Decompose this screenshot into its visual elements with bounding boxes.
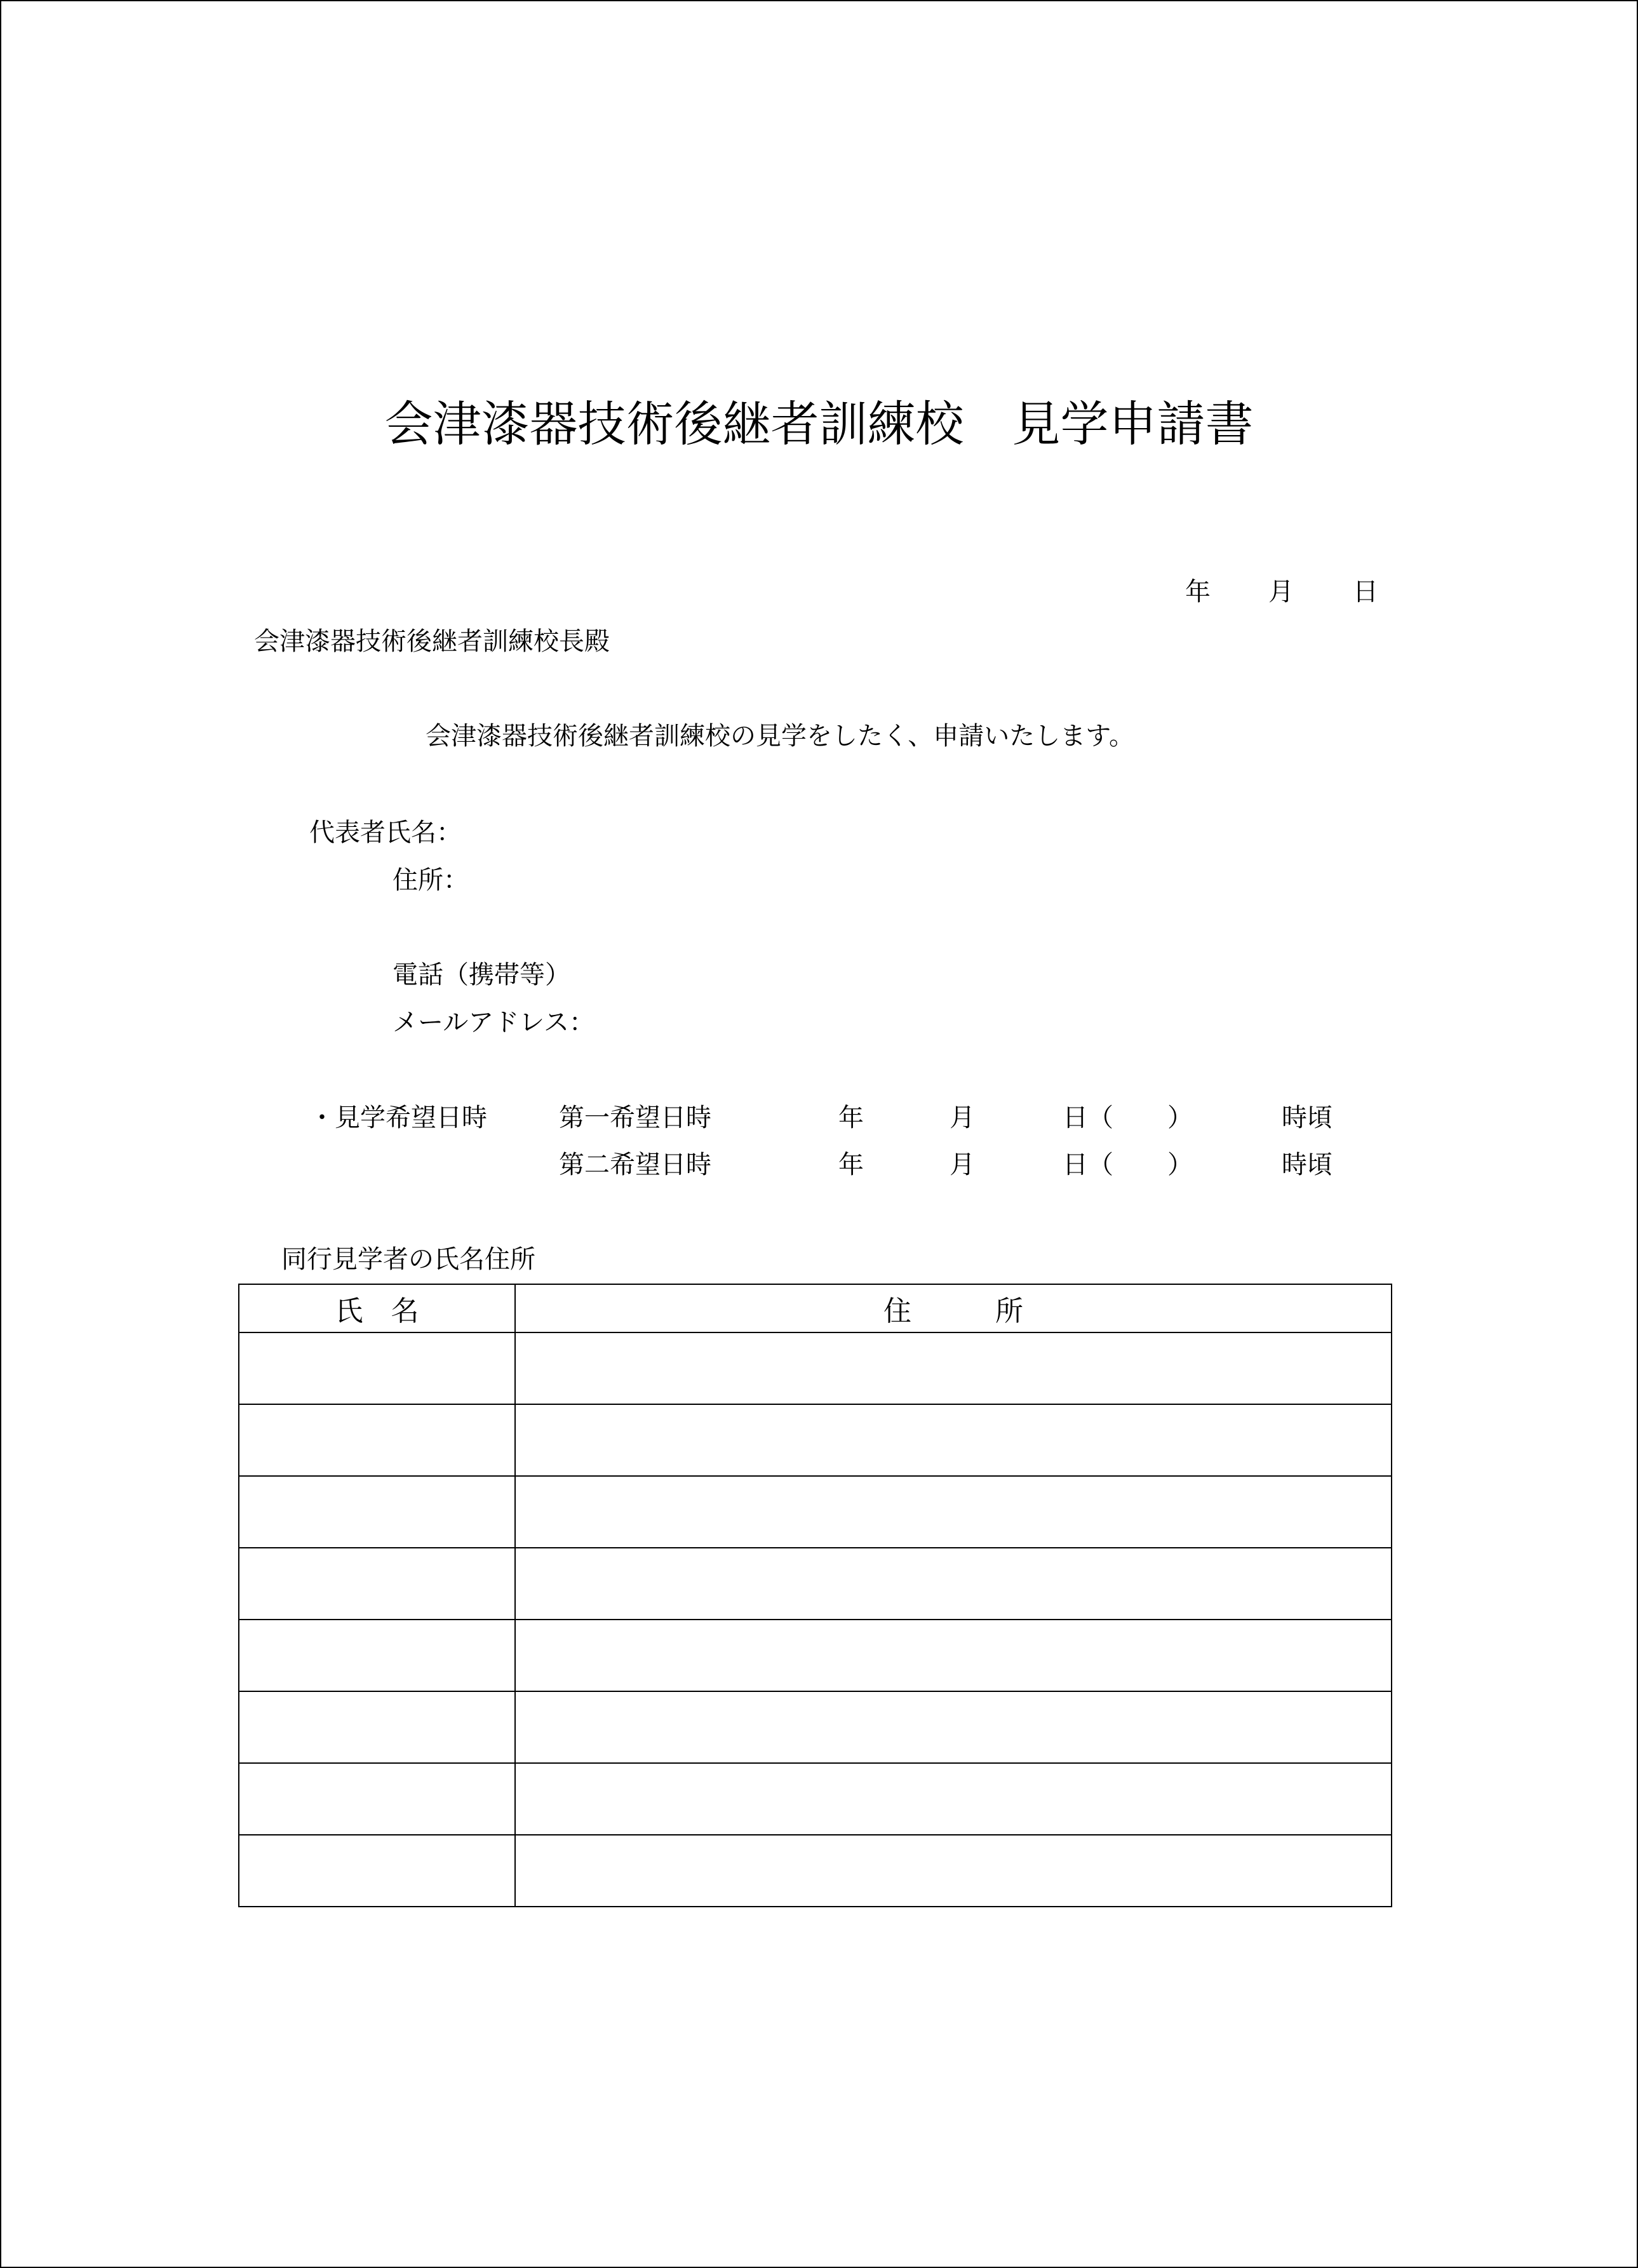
companion-row: [239, 1548, 1392, 1620]
date-month-label: 月: [1268, 577, 1294, 607]
name-column-header: 氏 名: [239, 1284, 515, 1332]
preference-month-label: 月: [950, 1103, 975, 1132]
address-column-header: 住 所: [515, 1284, 1392, 1332]
preference-year-label: 年: [838, 1150, 864, 1179]
companion-address-cell[interactable]: [515, 1763, 1392, 1835]
companions-body: [239, 1332, 1392, 1907]
companion-name-cell[interactable]: [239, 1763, 515, 1835]
representative-address-label: 住所：: [393, 866, 469, 895]
companion-name-cell[interactable]: [239, 1620, 515, 1691]
preference-weekday-close: ）: [1167, 1103, 1193, 1132]
companion-address-cell[interactable]: [515, 1835, 1392, 1907]
companion-name-cell[interactable]: [239, 1476, 515, 1548]
preference-hour-label: 時頃: [1282, 1103, 1333, 1132]
companion-address-cell[interactable]: [515, 1404, 1392, 1476]
companion-address-cell[interactable]: [515, 1691, 1392, 1763]
preference-month-label: 月: [950, 1150, 975, 1179]
companion-row: [239, 1763, 1392, 1835]
preference-day-label: 日（: [1063, 1150, 1113, 1179]
preference-label: 第二希望日時: [559, 1150, 711, 1179]
companion-address-cell[interactable]: [515, 1620, 1392, 1691]
companion-name-cell[interactable]: [239, 1548, 515, 1620]
request-statement: 会津漆器技術後継者訓練校の見学をしたく、申請いたします。: [426, 721, 1134, 751]
companion-address-cell[interactable]: [515, 1548, 1392, 1620]
companion-row: [239, 1620, 1392, 1691]
companion-address-cell[interactable]: [515, 1332, 1392, 1404]
addressee: 会津漆器技術後継者訓練校長殿: [254, 627, 610, 656]
companion-row: [239, 1332, 1392, 1404]
representative-email-label: メールアドレス：: [393, 1008, 594, 1037]
visit-schedule-label: ・見学希望日時: [309, 1103, 487, 1132]
companion-name-cell[interactable]: [239, 1835, 515, 1907]
companions-header-row: [239, 1284, 1392, 1332]
companion-name-cell[interactable]: [239, 1691, 515, 1763]
date-year-label: 年: [1185, 577, 1211, 607]
preference-day-label: 日（: [1063, 1103, 1113, 1132]
document-title: 会津漆器技術後継者訓練校 見学申請書: [384, 396, 1254, 452]
companion-name-cell[interactable]: [239, 1332, 515, 1404]
companion-row: [239, 1835, 1392, 1907]
companion-row: [239, 1404, 1392, 1476]
representative-phone-label: 電話（携帯等）: [393, 960, 570, 990]
preference-label: 第一希望日時: [559, 1103, 711, 1132]
preference-weekday-close: ）: [1167, 1150, 1193, 1179]
preference-hour-label: 時頃: [1282, 1150, 1333, 1179]
date-day-label: 日: [1353, 577, 1378, 607]
companion-address-cell[interactable]: [515, 1476, 1392, 1548]
companion-row: [239, 1691, 1392, 1763]
companions-caption: 同行見学者の氏名住所: [281, 1245, 535, 1274]
companion-row: [239, 1476, 1392, 1548]
representative-name-label: 代表者氏名：: [309, 818, 462, 847]
preference-year-label: 年: [838, 1103, 864, 1132]
companion-name-cell[interactable]: [239, 1404, 515, 1476]
companions-table: [238, 1284, 1392, 1907]
